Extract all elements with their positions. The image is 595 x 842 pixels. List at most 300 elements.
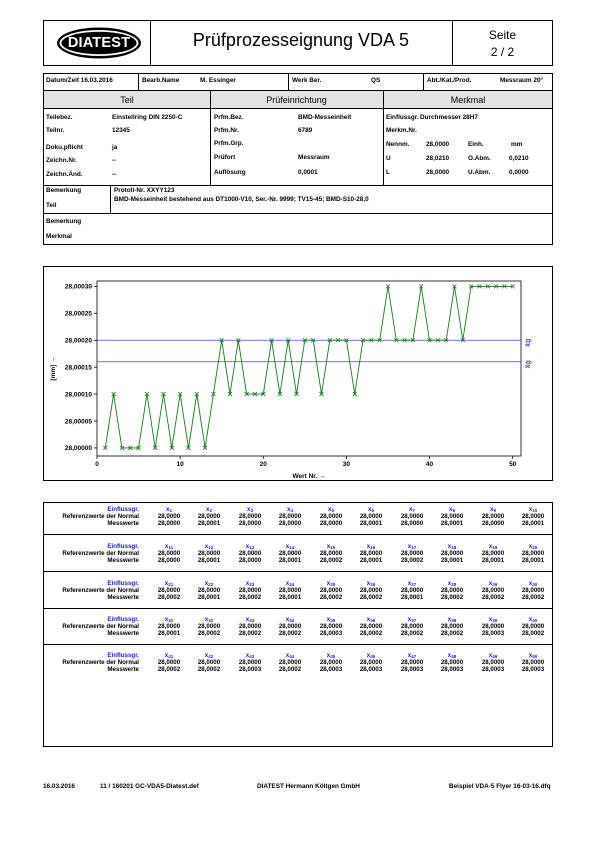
table-index-subscript: 5 bbox=[331, 508, 334, 513]
table-index-cell: $x_{12}$ bbox=[204, 543, 214, 550]
table-ref-cell: 28,0000 bbox=[197, 587, 221, 594]
table-ref-label: Referenzwerte der Normal bbox=[62, 513, 139, 520]
table-index-cell: $x_{13}$ bbox=[245, 543, 255, 550]
merkmal-u-label: U bbox=[386, 155, 391, 162]
table-index-cell: $x_{40}$ bbox=[528, 616, 538, 623]
table-mess-cell: 28,0001 bbox=[521, 557, 545, 564]
merkmal-u-value: 28,0210 bbox=[426, 155, 450, 162]
table-mess-cell: 28,0002 bbox=[400, 630, 424, 637]
table-ref-cell: 28,0000 bbox=[319, 659, 343, 666]
table-mess-cell: 28,0000 bbox=[278, 520, 302, 527]
merkmal-nennm-label: Nennm. bbox=[386, 141, 410, 148]
table-ref-cell: 28,0000 bbox=[440, 623, 464, 630]
table-index-cell: $x_{27}$ bbox=[407, 580, 417, 587]
x-tick-label: 0 bbox=[95, 461, 99, 468]
table-ref-cell: 28,0000 bbox=[481, 623, 505, 630]
table-index-cell: $x_{33}$ bbox=[245, 616, 255, 623]
pruef-label-3: Prfm.Grp. bbox=[214, 140, 244, 147]
table-index-subscript: 35 bbox=[330, 618, 336, 623]
table-index-cell: $x_6$ bbox=[368, 506, 374, 513]
table-index-subscript: 38 bbox=[451, 618, 457, 623]
info-row-sep-2 bbox=[288, 73, 289, 90]
table-mess-cell: 28,0003 bbox=[481, 666, 505, 673]
bemerkung-merkmal-label-1: Bemerkung bbox=[46, 218, 82, 225]
merkmal-einh-label: Einh. bbox=[468, 141, 484, 148]
footer-file: 11 / 160201 GC-VDA5-Diatest.def bbox=[100, 783, 199, 790]
table-index-cell: $x_{18}$ bbox=[447, 543, 457, 550]
table-mess-cell: 28,0003 bbox=[521, 666, 545, 673]
table-mess-cell: 28,0001 bbox=[197, 594, 221, 601]
table-mess-cell: 28,0001 bbox=[278, 557, 302, 564]
table-index-subscript: 41 bbox=[168, 654, 174, 659]
table-ref-cell: 28,0000 bbox=[359, 550, 383, 557]
merkmal-nennm-value: 28,0000 bbox=[426, 141, 450, 148]
table-index-subscript: 7 bbox=[412, 508, 415, 513]
table-mess-cell: 28,0002 bbox=[238, 594, 262, 601]
table-mess-row bbox=[44, 557, 552, 565]
bemerkung-merkmal-divider bbox=[43, 213, 553, 214]
info-editor-value: M. Essinger bbox=[200, 77, 236, 84]
bemerkung-merkmal-label-2: Merkmal bbox=[46, 233, 72, 240]
table-ref-cell: 28,0000 bbox=[197, 513, 221, 520]
table-index-cell: $x_{39}$ bbox=[488, 616, 498, 623]
table-mess-cell: 28,0001 bbox=[359, 520, 383, 527]
table-ref-cell: 28,0000 bbox=[440, 550, 464, 557]
bemerkung-sep bbox=[110, 185, 111, 213]
merkmal-uabm-label: U.Abm. bbox=[468, 169, 491, 176]
table-index-cell: $x_{21}$ bbox=[164, 580, 174, 587]
table-mess-label: Messwerte bbox=[107, 594, 139, 601]
table-mess-cell: 28,0001 bbox=[400, 594, 424, 601]
pruef-value-2: 6789 bbox=[298, 127, 313, 134]
table-ref-cell: 28,0000 bbox=[238, 623, 262, 630]
table-index-cell: $x_{19}$ bbox=[488, 543, 498, 550]
table-index-subscript: 4 bbox=[290, 508, 293, 513]
table-ref-cell: 28,0000 bbox=[197, 659, 221, 666]
table-ref-cell: 28,0000 bbox=[400, 513, 424, 520]
table-mess-cell: 28,0002 bbox=[440, 630, 464, 637]
table-mess-cell: 28,0003 bbox=[481, 630, 505, 637]
pruef-value-5: 0,0001 bbox=[298, 169, 318, 176]
y-tick-label: 28,00000 bbox=[64, 445, 92, 453]
table-index-subscript: 21 bbox=[168, 582, 174, 587]
teil-label-1: Teilebez. bbox=[46, 114, 73, 121]
table-ref-cell: 28,0000 bbox=[319, 550, 343, 557]
table-index-cell: $x_{24}$ bbox=[285, 580, 295, 587]
table-ref-cell: 28,0000 bbox=[521, 513, 545, 520]
table-header-label: Einflussgr. bbox=[107, 580, 139, 587]
bemerkung-teil-label-1: Bemerkung bbox=[46, 187, 82, 194]
table-mess-cell: 28,0003 bbox=[319, 666, 343, 673]
table-index-cell: $x_{43}$ bbox=[245, 652, 255, 659]
merkmal-l-value: 28,0000 bbox=[426, 169, 450, 176]
table-mess-label: Messwerte bbox=[107, 557, 139, 564]
table-index-cell: $x_{50}$ bbox=[528, 652, 538, 659]
table-ref-cell: 28,0000 bbox=[157, 587, 181, 594]
teil-label-3: Doku.pflicht bbox=[46, 144, 83, 151]
y-tick-label: 28,00030 bbox=[64, 283, 92, 291]
table-ref-cell: 28,0000 bbox=[440, 659, 464, 666]
table-index-subscript: 23 bbox=[249, 582, 255, 587]
y-tick-label: 28,00015 bbox=[64, 364, 92, 372]
merkmal-einh-value: mm bbox=[511, 141, 523, 148]
merkmal-oabm-label: O.Abm. bbox=[468, 155, 491, 162]
table-mess-cell: 28,0000 bbox=[157, 557, 181, 564]
table-index-subscript: 9 bbox=[493, 508, 496, 513]
teil-label-4: Zeichn.Nr. bbox=[46, 157, 77, 164]
table-mess-cell: 28,0001 bbox=[481, 557, 505, 564]
table-index-subscript: 34 bbox=[289, 618, 295, 623]
table-index-subscript: 19 bbox=[492, 545, 498, 550]
table-mess-cell: 28,0002 bbox=[319, 594, 343, 601]
table-mess-label: Messwerte bbox=[107, 666, 139, 673]
table-index-subscript: 44 bbox=[289, 654, 295, 659]
merkmal-nr-label: Merkm.Nr. bbox=[386, 127, 417, 134]
table-mess-cell: 28,0000 bbox=[481, 520, 505, 527]
table-mess-cell: 28,0001 bbox=[440, 520, 464, 527]
table-mess-cell: 28,0003 bbox=[319, 630, 343, 637]
merkmal-einfluss-value: Durchmesser 28H7 bbox=[420, 114, 478, 121]
table-header-label: Einflussgr. bbox=[107, 616, 139, 623]
pruef-value-1: BMD-Messeinheit bbox=[298, 114, 352, 121]
table-ref-cell: 28,0000 bbox=[481, 587, 505, 594]
table-index-subscript: 10 bbox=[532, 508, 538, 513]
y-axis-label: [mm] → bbox=[50, 356, 57, 381]
bemerkung-teil-line-1: Protoll-Nr. XXYY123 bbox=[114, 187, 175, 194]
table-mess-cell: 28,0002 bbox=[400, 557, 424, 564]
table-mess-row bbox=[44, 520, 552, 528]
table-block bbox=[44, 506, 552, 532]
table-index-subscript: 22 bbox=[208, 582, 214, 587]
table-mess-cell: 28,0001 bbox=[197, 520, 221, 527]
table-index-cell: $x_{26}$ bbox=[366, 580, 376, 587]
table-ref-cell: 28,0000 bbox=[481, 659, 505, 666]
info-editor-label: Bearb.Name bbox=[142, 77, 180, 84]
info-row-sep-1 bbox=[138, 73, 139, 90]
table-index-subscript: 1 bbox=[169, 508, 172, 513]
table-ref-cell: 28,0000 bbox=[440, 513, 464, 520]
teil-value-3: ja bbox=[112, 144, 118, 151]
teil-label-5: Zeichn.Änd. bbox=[46, 171, 83, 178]
table-mess-cell: 28,0002 bbox=[278, 666, 302, 673]
pruef-label-4: Prüfort bbox=[214, 154, 236, 161]
table-index-cell: $x_{22}$ bbox=[204, 580, 214, 587]
table-index-cell: $x_{17}$ bbox=[407, 543, 417, 550]
table-ref-cell: 28,0000 bbox=[359, 587, 383, 594]
table-mess-cell: 28,0001 bbox=[521, 520, 545, 527]
table-ref-cell: 28,0000 bbox=[359, 623, 383, 630]
table-index-cell: $x_{35}$ bbox=[326, 616, 336, 623]
table-index-subscript: 39 bbox=[492, 618, 498, 623]
table-ref-cell: 28,0000 bbox=[238, 587, 262, 594]
table-index-cell: $x_{36}$ bbox=[366, 616, 376, 623]
table-index-cell: $x_{46}$ bbox=[366, 652, 376, 659]
table-mess-cell: 28,0002 bbox=[359, 594, 383, 601]
table-index-subscript: 17 bbox=[411, 545, 417, 550]
teil-value-1: Einstellring DIN 2250-C bbox=[112, 114, 183, 121]
table-mess-cell: 28,0002 bbox=[197, 630, 221, 637]
reference-line-label: x̄g bbox=[525, 360, 532, 369]
table-index-cell: $x_7$ bbox=[409, 506, 415, 513]
table-ref-cell: 28,0000 bbox=[278, 659, 302, 666]
table-ref-label: Referenzwerte der Normal bbox=[62, 623, 139, 630]
table-ref-cell: 28,0000 bbox=[157, 513, 181, 520]
pruef-label-2: Prfm.Nr. bbox=[214, 127, 239, 134]
table-index-cell: $x_{29}$ bbox=[488, 580, 498, 587]
merkmal-oabm-value: 0,0210 bbox=[509, 155, 529, 162]
footer-company: DIATEST Hermann Költgen GmbH bbox=[257, 783, 360, 790]
table-ref-cell: 28,0000 bbox=[238, 513, 262, 520]
table-index-subscript: 20 bbox=[532, 545, 538, 550]
pruef-value-4: Messraum bbox=[298, 154, 330, 161]
table-index-subscript: 47 bbox=[411, 654, 417, 659]
info-werk-label: Werk Ber. bbox=[292, 77, 322, 84]
y-tick-label: 28,00010 bbox=[64, 391, 92, 399]
table-index-cell: $x_{38}$ bbox=[447, 616, 457, 623]
table-index-subscript: 27 bbox=[411, 582, 417, 587]
table-ref-cell: 28,0000 bbox=[197, 623, 221, 630]
table-ref-cell: 28,0000 bbox=[197, 550, 221, 557]
table-index-subscript: 15 bbox=[330, 545, 336, 550]
table-index-subscript: 40 bbox=[532, 618, 538, 623]
table-ref-cell: 28,0000 bbox=[278, 550, 302, 557]
table-index-subscript: 42 bbox=[208, 654, 214, 659]
pruef-label-5: Auflösung bbox=[214, 169, 246, 176]
table-ref-cell: 28,0000 bbox=[157, 550, 181, 557]
logo-text: DIATEST bbox=[67, 35, 131, 51]
info-abt-label: Abt./Kat./Prod. bbox=[427, 77, 472, 84]
page-label: Seite bbox=[488, 28, 517, 42]
table-index-subscript: 31 bbox=[168, 618, 174, 623]
table-block-divider bbox=[44, 644, 552, 645]
table-mess-cell: 28,0002 bbox=[440, 594, 464, 601]
section-header-divider bbox=[43, 108, 553, 109]
table-mess-cell: 28,0002 bbox=[359, 630, 383, 637]
table-index-cell: $x_{20}$ bbox=[528, 543, 538, 550]
table-ref-cell: 28,0000 bbox=[481, 513, 505, 520]
table-header-label: Einflussgr. bbox=[107, 543, 139, 550]
table-index-cell: $x_{37}$ bbox=[407, 616, 417, 623]
table-index-cell: $x_{47}$ bbox=[407, 652, 417, 659]
table-ref-cell: 28,0000 bbox=[400, 587, 424, 594]
table-ref-cell: 28,0000 bbox=[400, 550, 424, 557]
table-ref-cell: 28,0000 bbox=[157, 623, 181, 630]
y-tick-label: 28,00005 bbox=[64, 418, 92, 426]
table-block bbox=[44, 580, 552, 606]
page-number: 2 / 2 bbox=[490, 45, 515, 59]
table-index-cell: $x_{42}$ bbox=[204, 652, 214, 659]
section-merkmal: Merkmal bbox=[450, 95, 486, 105]
table-block bbox=[44, 616, 552, 642]
teil-value-2: 12345 bbox=[112, 127, 130, 134]
teil-label-2: Teilnr. bbox=[46, 127, 65, 134]
table-index-cell: $x_{45}$ bbox=[326, 652, 336, 659]
table-index-subscript: 2 bbox=[209, 508, 212, 513]
table-index-cell: $x_{10}$ bbox=[528, 506, 538, 513]
table-index-subscript: 49 bbox=[492, 654, 498, 659]
table-index-cell: $x_4$ bbox=[287, 506, 293, 513]
table-ref-cell: 28,0000 bbox=[521, 587, 545, 594]
teil-value-5: -- bbox=[112, 171, 117, 178]
x-tick-label: 50 bbox=[509, 461, 517, 468]
table-ref-cell: 28,0000 bbox=[521, 550, 545, 557]
values-table bbox=[44, 505, 552, 745]
table-index-cell: $x_{49}$ bbox=[488, 652, 498, 659]
table-ref-cell: 28,0000 bbox=[521, 623, 545, 630]
reference-line-label: x̄g bbox=[525, 338, 532, 347]
table-ref-label: Referenzwerte der Normal bbox=[62, 550, 139, 557]
table-block bbox=[44, 652, 552, 678]
table-index-subscript: 48 bbox=[451, 654, 457, 659]
table-mess-cell: 28,0002 bbox=[481, 594, 505, 601]
table-block-divider bbox=[44, 534, 552, 535]
x-tick-label: 40 bbox=[425, 461, 434, 468]
table-mess-label: Messwerte bbox=[107, 520, 139, 527]
table-index-subscript: 24 bbox=[289, 582, 295, 587]
info-werk-value: QS bbox=[371, 77, 381, 84]
table-index-subscript: 12 bbox=[208, 545, 214, 550]
table-ref-cell: 28,0000 bbox=[157, 659, 181, 666]
table-index-cell: $x_{15}$ bbox=[326, 543, 336, 550]
table-mess-cell: 28,0001 bbox=[359, 557, 383, 564]
table-index-cell: $x_{14}$ bbox=[285, 543, 295, 550]
bemerkung-teil-divider bbox=[43, 185, 553, 186]
footer-example: Beispiel VDA-5 Flyer 16-03-16.dfq bbox=[449, 783, 551, 790]
table-mess-cell: 28,0002 bbox=[197, 666, 221, 673]
table-index-subscript: 26 bbox=[370, 582, 376, 587]
table-index-cell: $x_{48}$ bbox=[447, 652, 457, 659]
diatest-logo bbox=[56, 27, 142, 59]
series-line bbox=[105, 286, 512, 448]
table-index-subscript: 37 bbox=[411, 618, 417, 623]
table-index-cell: $x_{23}$ bbox=[245, 580, 255, 587]
pruef-label-1: Prfm.Bez. bbox=[214, 114, 244, 121]
table-index-subscript: 29 bbox=[492, 582, 498, 587]
table-mess-cell: 28,0000 bbox=[238, 557, 262, 564]
x-tick-label: 30 bbox=[342, 461, 351, 468]
table-index-cell: $x_{34}$ bbox=[285, 616, 295, 623]
table-mess-cell: 28,0001 bbox=[197, 557, 221, 564]
run-chart bbox=[43, 266, 553, 481]
table-mess-cell: 28,0003 bbox=[400, 666, 424, 673]
info-abt-value: Messraum 20° bbox=[500, 77, 544, 84]
table-mess-cell: 28,0002 bbox=[238, 630, 262, 637]
table-ref-cell: 28,0000 bbox=[278, 587, 302, 594]
table-index-cell: $x_{25}$ bbox=[326, 580, 336, 587]
table-index-subscript: 50 bbox=[532, 654, 538, 659]
table-header-label: Einflussgr. bbox=[107, 652, 139, 659]
table-ref-cell: 28,0000 bbox=[440, 587, 464, 594]
footer-date: 16.03.2016 bbox=[43, 783, 75, 790]
table-ref-cell: 28,0000 bbox=[238, 659, 262, 666]
table-mess-cell: 28,0002 bbox=[278, 630, 302, 637]
table-mess-row bbox=[44, 594, 552, 602]
merkmal-einfluss-label: Einflussgr. bbox=[386, 114, 419, 121]
table-mess-cell: 28,0002 bbox=[319, 557, 343, 564]
table-mess-cell: 28,0003 bbox=[238, 666, 262, 673]
table-index-subscript: 16 bbox=[370, 545, 376, 550]
table-mess-cell: 28,0002 bbox=[157, 666, 181, 673]
table-index-subscript: 25 bbox=[330, 582, 336, 587]
y-tick-label: 28,00025 bbox=[64, 310, 92, 318]
table-index-subscript: 43 bbox=[249, 654, 255, 659]
table-mess-cell: 28,0001 bbox=[157, 630, 181, 637]
table-index-subscript: 32 bbox=[208, 618, 214, 623]
teil-value-4: -- bbox=[112, 157, 117, 164]
table-mess-label: Messwerte bbox=[107, 630, 139, 637]
table-index-cell: $x_9$ bbox=[490, 506, 496, 513]
page-title: Prüfprozesseignung VDA 5 bbox=[192, 30, 410, 50]
table-index-subscript: 11 bbox=[168, 545, 174, 550]
table-index-subscript: 45 bbox=[330, 654, 336, 659]
table-mess-cell: 28,0000 bbox=[238, 520, 262, 527]
info-date: Datum/Zeit 16.03.2016 bbox=[46, 77, 113, 84]
table-ref-cell: 28,0000 bbox=[400, 623, 424, 630]
table-ref-label: Referenzwerte der Normal bbox=[62, 587, 139, 594]
table-mess-cell: 28,0002 bbox=[157, 594, 181, 601]
table-index-cell: $x_{31}$ bbox=[164, 616, 174, 623]
merkmal-uabm-value: 0,0000 bbox=[509, 169, 529, 176]
table-mess-cell: 28,0001 bbox=[278, 594, 302, 601]
table-mess-row bbox=[44, 630, 552, 638]
table-index-cell: $x_{41}$ bbox=[164, 652, 174, 659]
table-index-cell: $x_{28}$ bbox=[447, 580, 457, 587]
table-mess-cell: 28,0001 bbox=[440, 557, 464, 564]
table-index-cell: $x_2$ bbox=[206, 506, 212, 513]
table-block-divider bbox=[44, 571, 552, 572]
table-index-subscript: 6 bbox=[371, 508, 374, 513]
table-index-cell: $x_5$ bbox=[328, 506, 334, 513]
table-header-label: Einflussgr. bbox=[107, 506, 139, 513]
table-index-cell: $x_{44}$ bbox=[285, 652, 295, 659]
table-ref-cell: 28,0000 bbox=[400, 659, 424, 666]
table-index-cell: $x_1$ bbox=[166, 506, 172, 513]
bemerkung-teil-label-2: Teil bbox=[46, 202, 57, 209]
table-mess-cell: 28,0000 bbox=[400, 520, 424, 527]
table-index-cell: $x_3$ bbox=[247, 506, 253, 513]
bemerkung-teil-line-2: BMD-Messeinheit bestehend aus DT1000-V10, Ser.-Nr. 9999; TV15-45; BMD-S10-28,0 bbox=[114, 196, 369, 203]
header-divider-right bbox=[452, 20, 453, 66]
table-index-cell: $x_{30}$ bbox=[528, 580, 538, 587]
info-row-sep-3 bbox=[423, 73, 424, 90]
table-ref-cell: 28,0000 bbox=[319, 587, 343, 594]
table-mess-cell: 28,0000 bbox=[319, 520, 343, 527]
table-block-divider bbox=[44, 608, 552, 609]
table-index-subscript: 13 bbox=[249, 545, 255, 550]
table-mess-cell: 28,0002 bbox=[521, 594, 545, 601]
table-mess-cell: 28,0002 bbox=[521, 630, 545, 637]
table-ref-label: Referenzwerte der Normal bbox=[62, 659, 139, 666]
table-index-subscript: 18 bbox=[451, 545, 457, 550]
table-index-cell: $x_{11}$ bbox=[164, 543, 174, 550]
table-ref-cell: 28,0000 bbox=[481, 550, 505, 557]
table-ref-cell: 28,0000 bbox=[521, 659, 545, 666]
table-ref-cell: 28,0000 bbox=[278, 623, 302, 630]
table-index-subscript: 30 bbox=[532, 582, 538, 587]
table-mess-row bbox=[44, 666, 552, 674]
x-axis-label: Wert Nr. → bbox=[292, 473, 326, 480]
x-tick-label: 20 bbox=[259, 461, 267, 468]
table-ref-cell: 28,0000 bbox=[359, 513, 383, 520]
table-index-cell: $x_{16}$ bbox=[366, 543, 376, 550]
table-index-subscript: 8 bbox=[452, 508, 455, 513]
table-ref-cell: 28,0000 bbox=[319, 623, 343, 630]
section-pruefeinrichtung: Prüfeinrichtung bbox=[266, 95, 327, 105]
table-index-subscript: 46 bbox=[370, 654, 376, 659]
merkmal-l-label: L bbox=[386, 169, 390, 176]
table-index-subscript: 28 bbox=[451, 582, 457, 587]
table-index-subscript: 33 bbox=[249, 618, 255, 623]
